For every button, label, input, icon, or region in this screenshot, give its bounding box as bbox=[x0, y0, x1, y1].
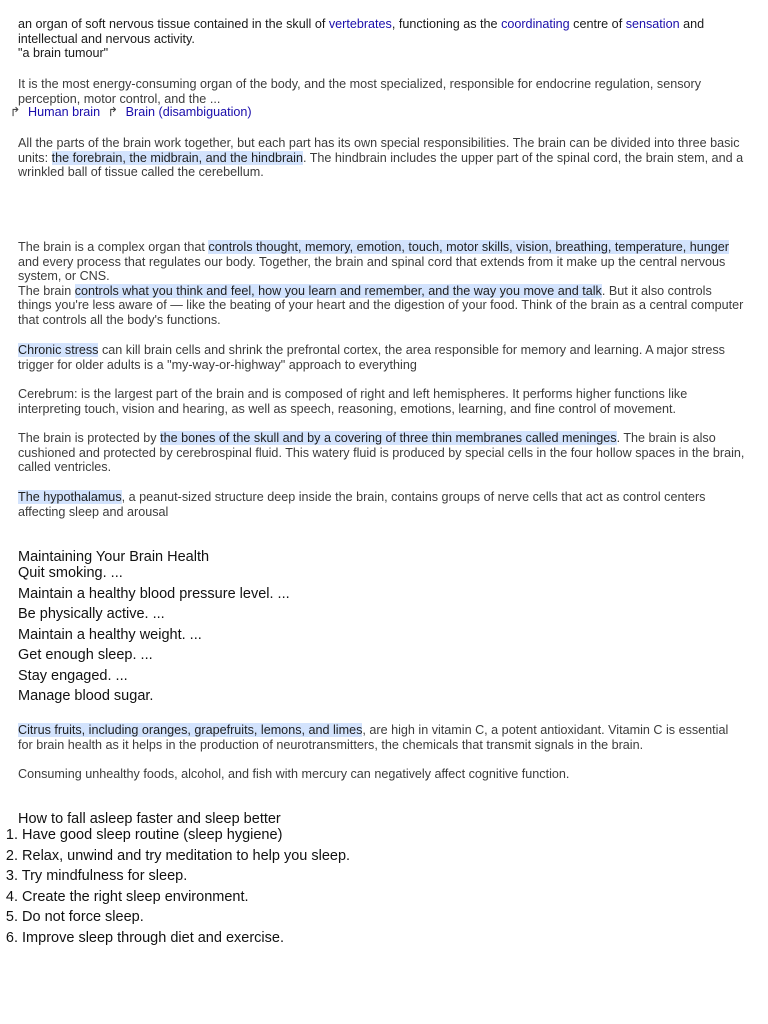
text-part: and every process that regulates our body. Together, the brain and spinal cord that extends from it make up the central nervous system, or CNS. bbox=[18, 254, 726, 284]
list-item-text: Relax, unwind and try meditation to help you sleep. bbox=[22, 847, 351, 864]
list-item bbox=[0, 666, 290, 687]
text-part: , a peanut-sized structure deep inside the brain, contains groups of nerve cells that act as control centers affecting sleep and arousal bbox=[18, 490, 706, 519]
reference-links bbox=[10, 104, 256, 120]
highlight: controls thought, memory, emotion, touch, motor skills, vision, breathing, temperature, hunger bbox=[208, 240, 729, 254]
highlight: controls what you think and feel, how you learn and remember, and the way you move and talk bbox=[74, 283, 602, 298]
list-item bbox=[0, 825, 350, 846]
unhealthy-foods-text: Consuming unhealthy foods, alcohol, and fish with mercury can negatively affect cognitive function. bbox=[18, 767, 570, 781]
highlight: Citrus fruits, including oranges, grapefruits, lemons, and limes bbox=[18, 723, 363, 737]
sleep-heading: How to fall asleep faster and sleep better bbox=[18, 811, 281, 827]
definition-text bbox=[18, 17, 746, 61]
list-item bbox=[0, 846, 350, 867]
list-item bbox=[0, 604, 290, 625]
list-item bbox=[0, 645, 290, 666]
list-item-text: Manage blood sugar. bbox=[18, 688, 154, 704]
text-part: . The brain is also cushioned and protected by cerebrospinal fluid. This watery fluid is produced by special cells in the four hollow spaces in the brain, called ventricles. bbox=[18, 431, 745, 475]
highlight: the bones of the skull and by a covering of three thin membranes called meninges bbox=[160, 431, 617, 445]
energy-text: It is the most energy-consuming organ of the body, and the most specialized, responsible for endocrine regulation, sensory perception, motor control, and the ... bbox=[18, 77, 702, 106]
complex-organ-text bbox=[18, 240, 746, 328]
cerebrum-text: Cerebrum: is the largest part of the brain and is composed of right and left hemispheres. It performs higher functions like interpreting touch, vision and hearing, as well as speech, reasoning, emotions, learning, and fine control of movement. bbox=[18, 387, 688, 416]
highlight: the forebrain, the midbrain, and the hindbrain bbox=[51, 150, 303, 165]
definition-part: an organ of soft nervous tissue contained in the skull of bbox=[18, 17, 329, 31]
definition-part: and intellectual and nervous activity. bbox=[18, 17, 705, 46]
text-part: The brain is protected by bbox=[18, 431, 161, 445]
citrus-text bbox=[18, 723, 746, 752]
text-part: The brain is a complex organ that bbox=[18, 240, 209, 254]
text-part: . The hindbrain includes the upper part of the spinal cord, the brain stem, and a wrinkled ball of tissue called the cerebellum. bbox=[18, 150, 744, 180]
definition-part: centre of bbox=[569, 17, 626, 31]
list-number: 2. bbox=[5, 847, 18, 864]
highlight: The hypothalamus bbox=[18, 490, 122, 504]
list-item-text: Maintain a healthy weight. ... bbox=[18, 626, 202, 643]
list-item-text: Maintain a healthy blood pressure level. ... bbox=[18, 585, 290, 602]
highlight: Chronic stress bbox=[18, 343, 99, 357]
list-item bbox=[0, 887, 350, 908]
list-item-text: Be physically active. ... bbox=[18, 606, 165, 622]
list-item-text: Create the right sleep environment. bbox=[22, 888, 249, 905]
sleep-tips-list bbox=[0, 825, 350, 948]
definition-part: , functioning as the bbox=[391, 17, 502, 31]
list-item bbox=[0, 907, 350, 928]
brain-parts-text bbox=[18, 136, 746, 180]
link-sensation[interactable]: sensation bbox=[625, 17, 680, 31]
text-part: All the parts of the brain work together, but each part has its own special responsibilities. The brain can be divided into three basic units: bbox=[18, 136, 740, 165]
list-item-text: Improve sleep through diet and exercise. bbox=[22, 929, 284, 946]
list-number: 6. bbox=[5, 929, 18, 946]
list-item bbox=[0, 866, 350, 887]
list-number: 1. bbox=[5, 827, 18, 843]
list-item-text: Have good sleep routine (sleep hygiene) bbox=[22, 827, 283, 843]
list-item bbox=[0, 928, 350, 949]
text-part: . But it also controls things you're less aware of — like the beating of your heart and the digestion of your food. Think of the brain as a central computer that controls all the body's functions. bbox=[18, 283, 744, 327]
hypothalamus-text bbox=[18, 490, 746, 519]
list-item bbox=[0, 563, 290, 584]
text-part: The brain bbox=[18, 283, 75, 298]
text-part: can kill brain cells and shrink the prefrontal cortex, the area responsible for memory and learning. A major stress trigger for older adults is a "my-way-or-highway" approach to everything bbox=[18, 343, 725, 372]
link-vertebrates[interactable]: vertebrates bbox=[328, 17, 392, 31]
list-item-text: Get enough sleep. ... bbox=[18, 647, 153, 663]
list-item-text: Try mindfulness for sleep. bbox=[21, 868, 188, 884]
brain-health-heading: Maintaining Your Brain Health bbox=[18, 549, 210, 565]
list-number: 5. bbox=[5, 909, 18, 925]
list-number: 4. bbox=[5, 888, 18, 905]
list-item bbox=[0, 625, 290, 646]
link-human-brain[interactable]: Human brain bbox=[28, 105, 101, 119]
chronic-stress-text bbox=[18, 343, 746, 372]
list-item-text: Quit smoking. ... bbox=[18, 565, 123, 581]
arrow-icon: ↱ bbox=[10, 105, 21, 119]
link-coordinating[interactable]: coordinating bbox=[501, 17, 570, 31]
list-item bbox=[0, 584, 290, 605]
list-item-text: Stay engaged. ... bbox=[18, 667, 128, 684]
brain-health-list bbox=[0, 563, 290, 707]
text-part: , are high in vitamin C, a potent antioxidant. Vitamin C is essential for brain health as it helps in the production of neurotransmitters, the chemicals that transmit signals in the brain. bbox=[18, 723, 729, 752]
list-item bbox=[0, 686, 290, 707]
list-number: 3. bbox=[5, 868, 18, 884]
definition-example: "a brain tumour" bbox=[18, 46, 109, 61]
list-item-text: Do not force sleep. bbox=[22, 909, 144, 925]
arrow-icon: ↱ bbox=[107, 105, 119, 119]
link-brain-disambiguation[interactable]: Brain (disambiguation) bbox=[125, 105, 252, 119]
brain-protection-text bbox=[18, 431, 746, 475]
